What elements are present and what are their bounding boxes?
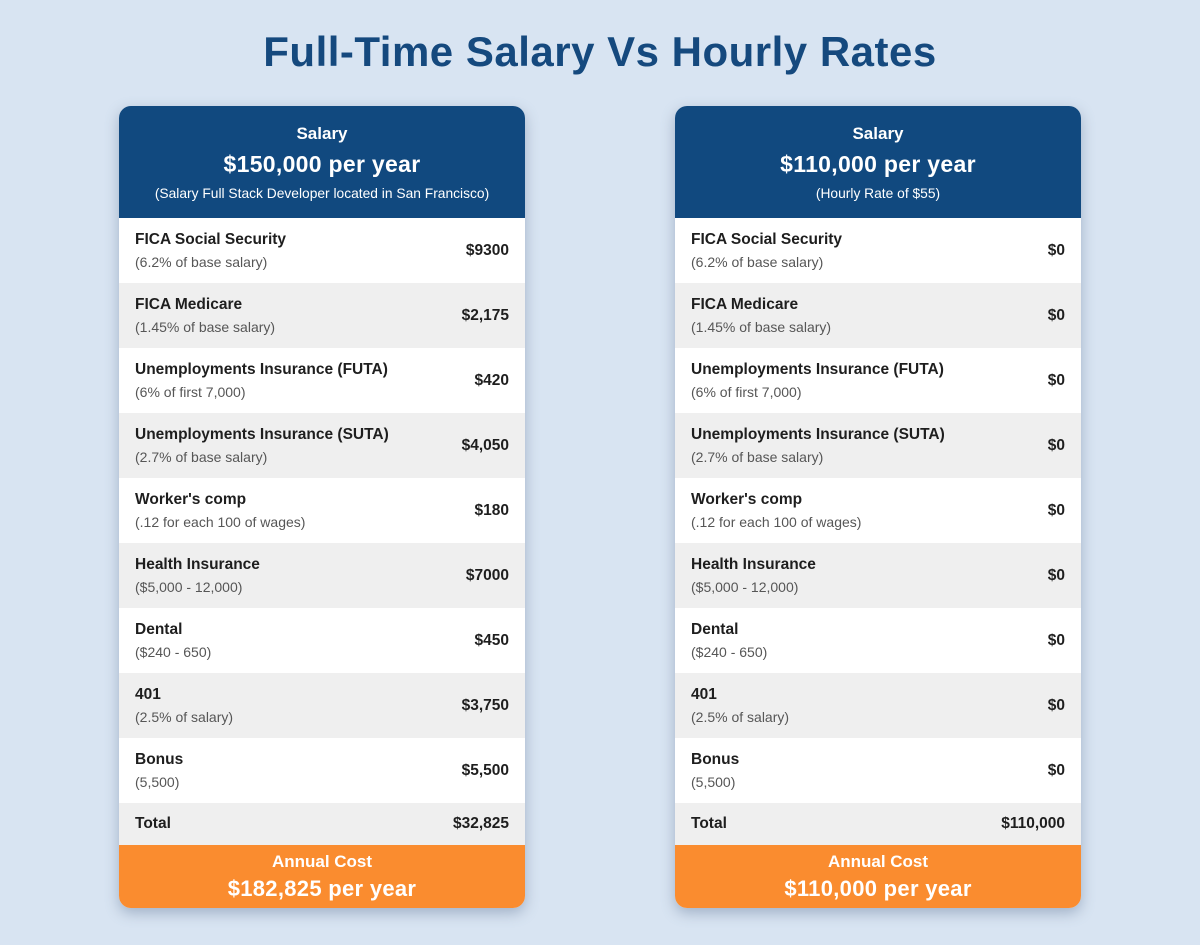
- table-row: [119, 283, 525, 348]
- row-label: Health Insurance: [691, 556, 816, 573]
- annual-cost-amount: $110,000 per year: [784, 875, 972, 901]
- table-row: [119, 218, 525, 283]
- card-header-title: Salary: [852, 123, 904, 143]
- row-text: [135, 361, 388, 400]
- row-text: [691, 426, 945, 465]
- cost-rows: [675, 218, 1081, 803]
- row-text: [691, 491, 861, 530]
- table-row: [675, 283, 1081, 348]
- cost-rows: [119, 218, 525, 803]
- annual-cost-amount: $182,825 per year: [227, 875, 417, 901]
- row-label: Bonus: [135, 751, 184, 768]
- total-value: $110,000: [1001, 815, 1065, 832]
- row-sublabel: (6% of first 7,000): [135, 384, 246, 400]
- card-header-subtitle: (Hourly Rate of $55): [815, 185, 941, 201]
- row-sublabel: (.12 for each 100 of wages): [691, 514, 862, 530]
- annual-cost-title: Annual Cost: [271, 851, 373, 871]
- row-value: $0: [1047, 566, 1065, 584]
- annual-cost-footer: [675, 845, 1081, 908]
- total-row: [675, 803, 1081, 845]
- table-row: [675, 673, 1081, 738]
- row-sublabel: ($5,000 - 12,000): [691, 579, 799, 595]
- row-label: Unemployments Insurance (SUTA): [135, 426, 389, 443]
- salary-card-header: [119, 106, 525, 218]
- row-value: $7000: [465, 566, 509, 584]
- row-text: [691, 751, 739, 790]
- row-value: $5,500: [461, 761, 509, 779]
- total-row: [119, 803, 525, 845]
- annual-cost-footer: [119, 845, 525, 908]
- row-text: [135, 686, 233, 725]
- row-value: $0: [1047, 501, 1065, 519]
- row-sublabel: (1.45% of base salary): [691, 319, 832, 335]
- row-sublabel: (1.45% of base salary): [135, 319, 276, 335]
- row-text: [691, 231, 842, 270]
- row-label: Health Insurance: [135, 556, 260, 573]
- row-text: [135, 426, 389, 465]
- table-row: [119, 543, 525, 608]
- row-sublabel: (6.2% of base salary): [135, 254, 268, 270]
- card-header-amount: $110,000 per year: [780, 150, 976, 177]
- row-label: Unemployments Insurance (FUTA): [135, 361, 388, 378]
- table-row: [675, 413, 1081, 478]
- row-sublabel: (6.2% of base salary): [691, 254, 824, 270]
- table-row: [675, 478, 1081, 543]
- row-text: [135, 751, 183, 790]
- table-row: [675, 543, 1081, 608]
- row-sublabel: ($5,000 - 12,000): [135, 579, 243, 595]
- row-label: 401: [135, 686, 161, 703]
- card-header-title: Salary: [296, 123, 348, 143]
- row-label: FICA Medicare: [691, 296, 799, 313]
- row-label: 401: [691, 686, 717, 703]
- row-sublabel: (.12 for each 100 of wages): [135, 514, 306, 530]
- row-sublabel: (2.7% of base salary): [135, 449, 268, 465]
- table-row: [119, 478, 525, 543]
- row-text: [135, 231, 286, 270]
- table-row: [119, 738, 525, 803]
- row-label: FICA Medicare: [135, 296, 243, 313]
- table-row: [675, 608, 1081, 673]
- row-value: $4,050: [461, 436, 509, 454]
- row-label: Unemployments Insurance (FUTA): [691, 361, 944, 378]
- table-row: [119, 608, 525, 673]
- row-value: $450: [474, 631, 509, 649]
- row-sublabel: (6% of first 7,000): [691, 384, 802, 400]
- row-value: $0: [1047, 371, 1065, 389]
- table-row: [119, 673, 525, 738]
- row-text: [691, 621, 767, 660]
- row-value: $180: [474, 501, 509, 519]
- row-text: [135, 556, 260, 595]
- row-label: Worker's comp: [135, 491, 247, 508]
- table-row: [675, 738, 1081, 803]
- row-value: $0: [1047, 631, 1065, 649]
- row-value: $9300: [465, 241, 509, 259]
- row-text: [135, 621, 211, 660]
- cards-container: [0, 106, 1200, 908]
- row-text: [135, 491, 305, 530]
- row-sublabel: ($240 - 650): [691, 644, 768, 660]
- hourly-card-header: [675, 106, 1081, 218]
- row-text: [691, 361, 944, 400]
- row-value: $0: [1047, 306, 1065, 324]
- row-value: $0: [1047, 696, 1065, 714]
- row-sublabel: (2.5% of salary): [691, 709, 790, 725]
- salary-card: [119, 106, 525, 908]
- annual-cost-title: Annual Cost: [827, 851, 929, 871]
- row-text: [691, 686, 789, 725]
- total-label: Total: [135, 815, 171, 832]
- page-title: Full-Time Salary Vs Hourly Rates: [263, 28, 937, 75]
- card-header-subtitle: (Salary Full Stack Developer located in San Francisco): [154, 185, 490, 201]
- row-value: $0: [1047, 241, 1065, 259]
- row-label: Unemployments Insurance (SUTA): [691, 426, 945, 443]
- card-header-amount: $150,000 per year: [223, 150, 421, 177]
- row-label: FICA Social Security: [691, 231, 843, 248]
- hourly-card: [675, 106, 1081, 908]
- row-sublabel: (5,500): [135, 774, 180, 790]
- row-sublabel: (2.7% of base salary): [691, 449, 824, 465]
- row-label: Dental: [691, 621, 739, 638]
- row-value: $2,175: [461, 306, 509, 324]
- row-label: FICA Social Security: [135, 231, 287, 248]
- table-row: [675, 348, 1081, 413]
- row-text: [691, 556, 816, 595]
- row-text: [135, 296, 275, 335]
- row-sublabel: (2.5% of salary): [135, 709, 234, 725]
- row-value: $3,750: [461, 696, 509, 714]
- table-row: [119, 348, 525, 413]
- table-row: [119, 413, 525, 478]
- row-sublabel: ($240 - 650): [135, 644, 212, 660]
- row-label: Bonus: [691, 751, 740, 768]
- row-value: $0: [1047, 436, 1065, 454]
- total-label: Total: [691, 815, 727, 832]
- row-label: Dental: [135, 621, 183, 638]
- total-value: $32,825: [452, 815, 509, 832]
- table-row: [675, 218, 1081, 283]
- row-value: $0: [1047, 761, 1065, 779]
- row-text: [691, 296, 831, 335]
- row-value: $420: [474, 371, 509, 389]
- row-label: Worker's comp: [691, 491, 803, 508]
- row-sublabel: (5,500): [691, 774, 736, 790]
